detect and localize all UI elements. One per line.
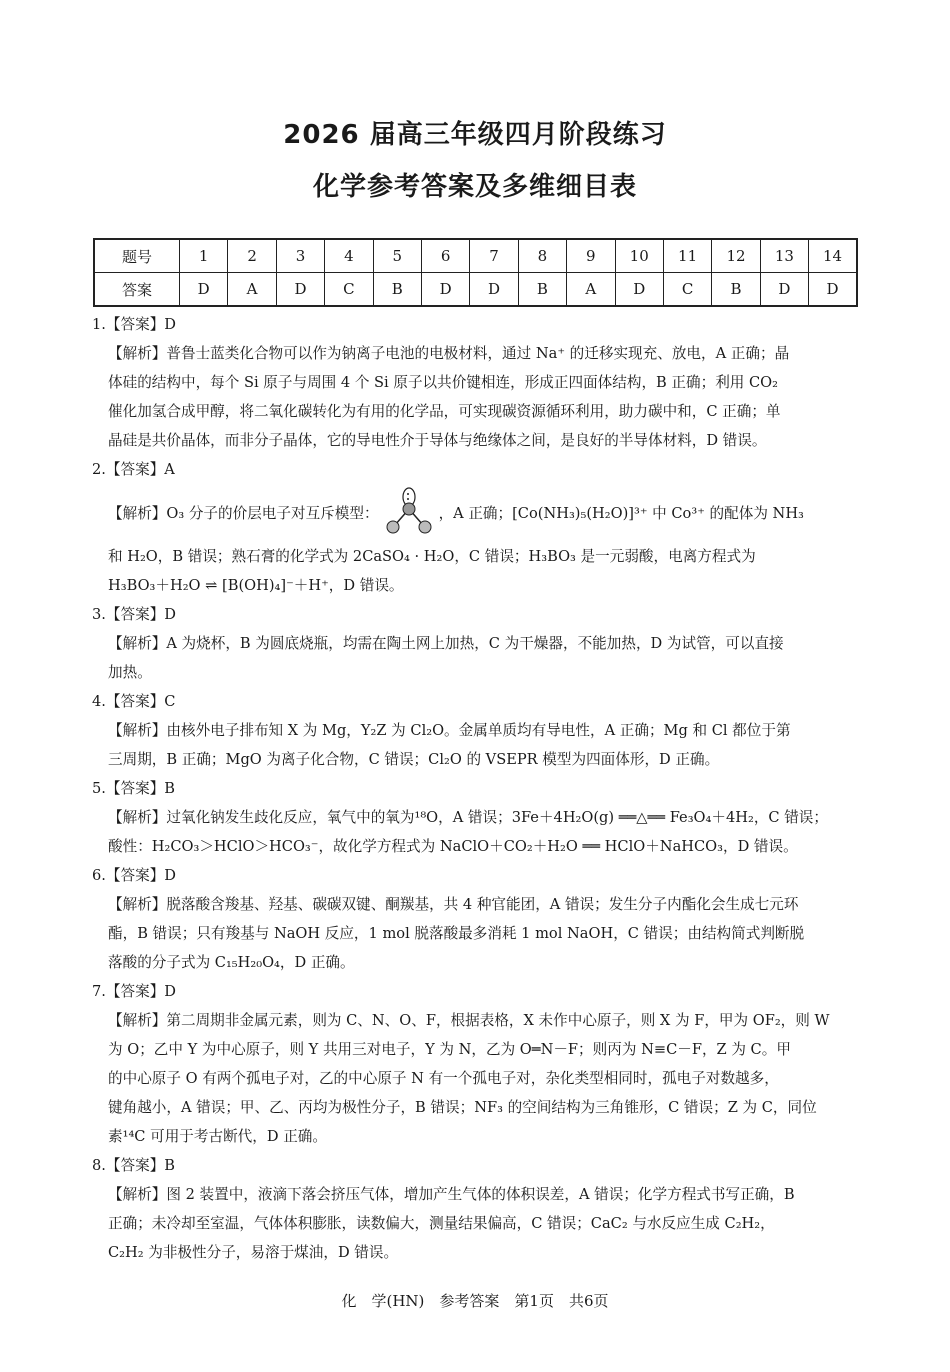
answer-heading: 2.【答案】A [92,461,175,478]
question-block [88,455,864,600]
explanation-line: 【解析】第二周期非金属元素，则为 C、N、O、F，根据表格，X 未作中心原子，则 X 为 F，甲为 OF₂，则 W [108,1012,830,1029]
question-block [88,310,864,455]
question-number: 11 [663,239,711,273]
answer-heading: 3.【答案】D [92,606,176,623]
explanation-line: 三周期，B 正确；MgO 为离子化合物，C 错误；Cl₂O 的 VSEPR 模型为四面体形，D 正确。 [108,751,720,768]
question-block [88,687,864,774]
answer-heading: 7.【答案】D [92,983,176,1000]
explanation-line: 晶硅是共价晶体，而非分子晶体，它的导电性介于导体与绝缘体之间，是良好的半导体材料，D 错误。 [108,432,767,449]
question-number: 10 [615,239,663,273]
answer-table [93,238,858,307]
explanation-line: 酸性：H₂CO₃＞HClO＞HCO₃⁻，故化学方程式为 NaClO＋CO₂＋H₂O ══ HClO＋NaHCO₃，D 错误。 [108,838,798,855]
table-row-label: 题号 [94,239,180,273]
answer-heading: 5.【答案】B [92,780,176,797]
page-footer: 化 学(HN) 参考答案 第1页 共6页 [341,1292,609,1310]
answer-table-answer-row [94,273,857,307]
answer-cell: D [180,273,228,307]
question-number: 12 [712,239,760,273]
question-number: 3 [276,239,324,273]
explanation-line: 酯，B 错误；只有羧基与 NaOH 反应，1 mol 脱落酸最多消耗 1 mol NaOH，C 错误；由结构简式判断脱 [108,925,805,942]
answer-table-number-row [94,239,857,273]
question-number: 4 [325,239,373,273]
explanation-text: 【解析】O₃ 分子的价层电子对互斥模型： [108,504,379,522]
explanation-line: 【解析】脱落酸含羧基、羟基、碳碳双键、酮羰基，共 4 种官能团，A 错误；发生分子内酯化会生成七元环 [108,896,799,913]
question-number: 7 [470,239,518,273]
explanation-line: 落酸的分子式为 C₁₅H₂₀O₄，D 正确。 [108,954,355,971]
answer-cell: C [663,273,711,307]
question-block [88,977,864,1151]
answer-cell: B [712,273,760,307]
answer-heading: 4.【答案】C [92,693,176,710]
question-number: 9 [567,239,615,273]
answer-cell: C [325,273,373,307]
explanation-line: 为 O；乙中 Y 为中心原子，则 Y 共用三对电子，Y 为 N，乙为 O═N－F；则丙为 N≡C－F，Z 为 C。甲 [108,1041,791,1058]
answer-heading: 8.【答案】B [92,1157,176,1174]
explanation-line: 的中心原子 O 有两个孤电子对，乙的中心原子 N 有一个孤电子对，杂化类型相同时，孤电子对数越多， [108,1070,779,1087]
question-block [88,861,864,977]
page-title-line2: 化学参考答案及多维细目表 [312,172,637,202]
question-number: 2 [228,239,276,273]
question-number: 5 [373,239,421,273]
explanation-line: C₂H₂ 为非极性分子，易溶于煤油，D 错误。 [108,1244,399,1261]
explanation-text: ，A 正确；[Co(NH₃)₅(H₂O)]³⁺ 中 Co³⁺ 的配体为 NH₃ [438,504,804,522]
question-number: 13 [760,239,808,273]
answer-heading: 1.【答案】D [92,316,176,333]
answer-cell: D [470,273,518,307]
explanation-line: 【解析】由核外电子排布知 X 为 Mg，Y₂Z 为 Cl₂O。金属单质均有导电性，A 正确；Mg 和 Cl 都位于第 [108,722,791,739]
table-row-label: 答案 [94,273,180,307]
question-block [88,1151,864,1267]
answer-cell: D [276,273,324,307]
page-title-line1: 2026 届高三年级四月阶段练习 [283,120,667,150]
answer-cell: B [373,273,421,307]
explanation-line: 【解析】普鲁士蓝类化合物可以作为钠离子电池的电极材料，通过 Na⁺ 的迁移实现充、放电，A 正确；晶 [108,345,790,362]
question-number: 8 [518,239,566,273]
explanation-line: 【解析】过氧化钠发生歧化反应，氧气中的氧为¹⁸O，A 错误；3Fe＋4H₂O(g) ══△══ Fe₃O₄＋4H₂，C 错误； [108,809,828,826]
question-number: 14 [809,239,857,273]
answer-cell: D [615,273,663,307]
answer-cell: D [421,273,469,307]
question-block [88,774,864,861]
explanation-line: 体硅的结构中，每个 Si 原子与周围 4 个 Si 原子以共价键相连，形成正四面体结构，B 正确；利用 CO₂ [108,374,778,391]
explanation-line: 催化加氢合成甲醇，将二氧化碳转化为有用的化学品，可实现碳资源循环利用，助力碳中和，C 正确；单 [108,403,781,420]
answer-cell: A [228,273,276,307]
answer-cell: B [518,273,566,307]
explanation-line: 素¹⁴C 可用于考古断代，D 正确。 [108,1128,327,1145]
question-block [88,600,864,687]
explanation-line: 【解析】图 2 装置中，液滴下落会挤压气体，增加产生气体的体积误差，A 错误；化学方程式书写正确，B [108,1186,795,1203]
answer-cell: D [809,273,857,307]
o3-vsepr-model-icon [379,487,439,539]
answer-cell: A [567,273,615,307]
question-number: 6 [421,239,469,273]
explanation-line: H₃BO₃＋H₂O ⇌ [B(OH)₄]⁻＋H⁺，D 错误。 [108,577,404,594]
answer-heading: 6.【答案】D [92,867,176,884]
question-number: 1 [180,239,228,273]
explanation-line: 正确；未冷却至室温，气体体积膨胀，读数偏大，测量结果偏高，C 错误；CaC₂ 与水反应生成 C₂H₂， [108,1215,775,1232]
explanation-line: 加热。 [108,664,152,681]
explanation-line: 键角越小，A 错误；甲、乙、丙均为极性分子，B 错误；NF₃ 的空间结构为三角锥形，C 错误；Z 为 C，同位 [108,1099,817,1116]
explanation-line: 和 H₂O，B 错误；熟石膏的化学式为 2CaSO₄ · H₂O，C 错误；H₃BO₃ 是一元弱酸，电离方程式为 [108,548,756,565]
explanation-line [88,484,864,542]
answer-explanations [88,310,864,1267]
explanation-line: 【解析】A 为烧杯，B 为圆底烧瓶，均需在陶土网上加热，C 为干燥器，不能加热，D 为试管，可以直接 [108,635,784,652]
answer-cell: D [760,273,808,307]
